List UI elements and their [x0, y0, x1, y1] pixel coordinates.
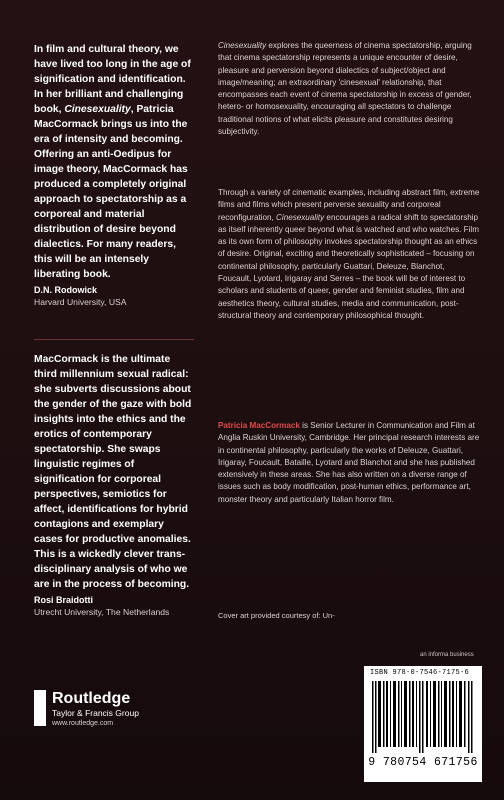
- endorser-affiliation: Harvard University, USA: [34, 297, 127, 307]
- endorsement-1-quote: [34, 42, 192, 282]
- publisher-website: www.routledge.com: [52, 720, 114, 727]
- publisher-text: [52, 690, 139, 729]
- cover-credit: Cover art provided courtesy of: Un-: [218, 611, 335, 620]
- divider: [34, 339, 194, 340]
- isbn-number: 9 780754 671756: [368, 756, 478, 769]
- quote-text: , Patricia MacCormack brings us into the era of intensity and becoming. Offering an anti-Oedipus for image theory, MacCormack has produced a completely original approach to spectatorship as a corporeal and material distribution of desire beyond dialectics. For many readers, this will be an intensely liberating book.: [34, 104, 188, 280]
- isbn-barcode: [364, 666, 482, 782]
- endorsement-1: [34, 42, 192, 308]
- endorsement-2: [34, 352, 192, 618]
- author-bio: [218, 420, 480, 506]
- publisher-name: Routledge: [52, 690, 131, 707]
- routledge-mark-icon: [34, 690, 46, 720]
- author-bio-text: is Senior Lecturer in Communication and Film at Anglia Ruskin University, Cambridge. Her principal research interests are in continental philosophy, particularly the works of Deleuze, Guattari, Irigaray, Foucault, Bataille, Lyotard and Blanchot and she has published extensively in these areas. She has also written on a diverse range of issues such as body modification, post-human ethics, performance art, monster theory and particularly Italian horror film.: [218, 421, 480, 504]
- endorsement-2-quote: MacCormack is the ultimate third millennium sexual radical: she subverts discussions about the gender of the gaze with bold insights into the ethics and the erotics of contemporary spectatorship. She swaps linguistic regimes of signification for corporeal perspectives, semiotics for affect, identifications for hybrid contagions and exemplary cases for productive anomalies. This is a wickedly clever trans-disciplinary analysis of who we are in the process of becoming.: [34, 354, 192, 590]
- barcode-icon: [372, 681, 474, 753]
- endorser-name: D.N. Rodowick: [34, 285, 98, 295]
- description-text: explores the queerness of cinema spectatorship, arguing that cinema spectatorship represents a unique encounter of desire, pleasure and perversion beyond dialectics of subject/object and image/meaning; an extraordinary 'cinesexual' relationship, that encompasses each event of cinema spectatorship in excess of gender, hetero- or homosexuality, encouraging all spectators to challenge traditional notions of what elicits pleasure and constitutes desiring subjectivity.: [218, 41, 472, 137]
- isbn-label: ISBN 978-0-7546-7175-6: [370, 669, 470, 677]
- publisher-subtitle: Taylor & Francis Group: [52, 708, 139, 718]
- description-text: Through a variety of cinematic examples, including abstract film, extreme films and films which present perverse sexuality and corporeal reconfiguration,: [218, 188, 480, 222]
- author-name: Patricia MacCormack: [218, 421, 300, 430]
- description-paragraph-1: [218, 40, 480, 138]
- informa-tagline: an informa business: [420, 652, 474, 658]
- book-title-italic: Cinesexuality: [218, 41, 267, 50]
- endorser-affiliation: Utrecht University, The Netherlands: [34, 607, 170, 617]
- quote-text: In film and cultural theory, we have lived too long in the age of signification and identification. In her brilliant and challenging book,: [34, 44, 191, 115]
- book-title-italic: Cinesexuality: [276, 212, 325, 222]
- description-paragraph-2: [218, 187, 480, 322]
- book-title-italic: Cinesexuality: [64, 104, 131, 115]
- endorser-name: Rosi Braidotti: [34, 595, 94, 605]
- description-text: encourages a radical shift to spectatorship as itself inherently queer beyond what is watched and who watches. Film as its own form of philosophy invokes spectatorship thought as an ethics of desire. Original, exciting and theoretically sophisticated – focusing on continental philosophy, particularly Guattari, Deleuze, Blanchot, Foucault, Lyotard, Irigaray and Serres – the book will be of interest to scholars and students of queer, gender and feminist studies, film and aesthetics theory, cultural studies, media and communication, post-structural theory and contemporary philosophical thought.: [218, 212, 479, 320]
